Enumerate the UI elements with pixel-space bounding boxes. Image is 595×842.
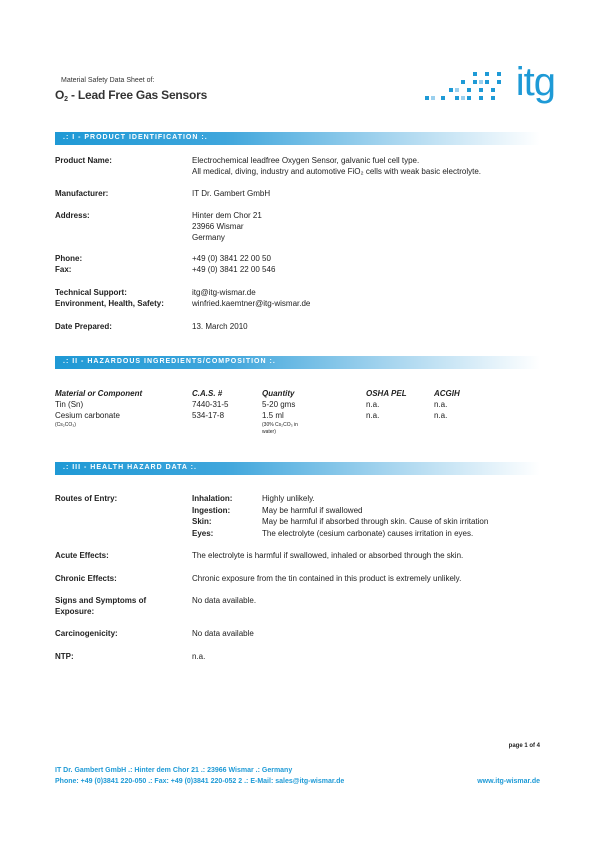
date-prepared-label: Date Prepared: bbox=[55, 322, 112, 331]
itg-logo bbox=[425, 60, 555, 106]
route-value: May be harmful if swallowed bbox=[262, 506, 363, 515]
address-line: Germany bbox=[192, 233, 225, 242]
address-line: Hinter dem Chor 21 bbox=[192, 211, 262, 220]
route-label: Inhalation: bbox=[192, 494, 233, 503]
quantity-note-line: (30% Cs₂CO₃ in bbox=[262, 422, 298, 428]
material-note: (Cs₂CO₃) bbox=[55, 422, 76, 428]
col-header-cas: C.A.S. # bbox=[192, 389, 223, 398]
title-rest: - Lead Free Gas Sensors bbox=[67, 88, 208, 102]
routes-of-entry-label: Routes of Entry: bbox=[55, 494, 118, 503]
ntp-label: NTP: bbox=[55, 652, 74, 661]
address-value bbox=[192, 211, 262, 244]
address-label: Address: bbox=[55, 211, 90, 220]
route-label: Eyes: bbox=[192, 529, 214, 538]
technical-support-label: Technical Support: bbox=[55, 288, 127, 297]
carcinogenicity-value: No data available bbox=[192, 629, 254, 638]
col-header-material: Material or Component bbox=[55, 389, 143, 398]
ehs-email[interactable]: winfried.kaemtner@itg-wismar.de bbox=[192, 299, 311, 308]
manufacturer-value: IT Dr. Gambert GmbH bbox=[192, 189, 271, 198]
quantity-note-line: water) bbox=[262, 429, 276, 435]
signs-label-line: Exposure: bbox=[55, 607, 95, 616]
product-name-value bbox=[192, 156, 481, 178]
manufacturer-label: Manufacturer: bbox=[55, 189, 109, 198]
phone-label: Phone: bbox=[55, 254, 83, 263]
section-header-product-identification bbox=[55, 132, 540, 145]
product-name-label: Product Name: bbox=[55, 156, 112, 165]
chronic-effects-label: Chronic Effects: bbox=[55, 574, 117, 583]
footer-address: IT Dr. Gambert GmbH .: Hinter dem Chor 21 .: 23966 Wismar .: Germany bbox=[55, 767, 293, 774]
route-label: Ingestion: bbox=[192, 506, 231, 515]
section-header-health-hazard bbox=[55, 462, 540, 475]
route-label: Skin: bbox=[192, 517, 212, 526]
section-title: .: II - HAZARDOUS INGREDIENTS/COMPOSITION :. bbox=[63, 358, 276, 365]
logo-wordmark: itg bbox=[515, 60, 555, 104]
technical-support-email[interactable]: itg@itg-wismar.de bbox=[192, 288, 256, 297]
ingredient-osha: n.a. bbox=[366, 411, 380, 420]
signs-label-line: Signs and Symptoms of bbox=[55, 596, 147, 605]
section-header-hazardous-ingredients bbox=[55, 356, 540, 369]
fax-value: +49 (0) 3841 22 00 546 bbox=[192, 265, 276, 274]
acute-effects-label: Acute Effects: bbox=[55, 551, 109, 560]
product-name-line: Electrochemical leadfree Oxygen Sensor, galvanic fuel cell type. bbox=[192, 156, 420, 165]
date-prepared-value: 13. March 2010 bbox=[192, 322, 248, 331]
ingredient-quantity: 1.5 ml bbox=[262, 411, 284, 420]
acute-effects-value: The electrolyte is harmful if swallowed, inhaled or absorbed through the skin. bbox=[192, 551, 464, 560]
fax-label: Fax: bbox=[55, 265, 72, 274]
chronic-effects-value: Chronic exposure from the tin contained in this product is extremely unlikely. bbox=[192, 574, 462, 583]
ntp-value: n.a. bbox=[192, 652, 206, 661]
title-o: O bbox=[55, 88, 65, 102]
ingredient-quantity: 5-20 gms bbox=[262, 400, 296, 409]
route-value: Highly unlikely. bbox=[262, 494, 315, 503]
address-line: 23966 Wismar bbox=[192, 222, 244, 231]
ingredient-material: Tin (Sn) bbox=[55, 400, 84, 409]
ingredient-osha: n.a. bbox=[366, 400, 380, 409]
section-title: .: I - PRODUCT IDENTIFICATION :. bbox=[63, 134, 208, 141]
ingredient-material: Cesium carbonate bbox=[55, 411, 120, 420]
carcinogenicity-label: Carcinogenicity: bbox=[55, 629, 118, 638]
ingredient-cas: 7440-31-5 bbox=[192, 400, 229, 409]
ehs-label: Environment, Health, Safety: bbox=[55, 299, 164, 308]
title-subscript: 2 bbox=[64, 96, 68, 103]
document-title bbox=[55, 88, 207, 103]
logo-dots-icon bbox=[425, 70, 505, 106]
page-number: page 1 of 4 bbox=[508, 743, 540, 749]
product-name-line: All medical, diving, industry and automotive FiO₂ cells with weak basic electrolyte. bbox=[192, 167, 482, 176]
ingredient-cas: 534-17-8 bbox=[192, 411, 225, 420]
ingredient-acgih: n.a. bbox=[434, 400, 448, 409]
footer-website-link[interactable]: www.itg-wismar.de bbox=[477, 778, 540, 785]
ingredient-acgih: n.a. bbox=[434, 411, 448, 420]
footer-contact: Phone: +49 (0)3841 220-050 .: Fax: +49 (0)3841 220-052 2 .: E-Mail: sales@itg-wismar.de bbox=[55, 778, 345, 785]
section-title: .: III - HEALTH HAZARD DATA :. bbox=[63, 464, 197, 471]
col-header-osha: OSHA PEL bbox=[366, 389, 407, 398]
phone-value: +49 (0) 3841 22 00 50 bbox=[192, 254, 271, 263]
signs-symptoms-label bbox=[55, 596, 146, 618]
col-header-quantity: Quantity bbox=[262, 389, 295, 398]
signs-symptoms-value: No data available. bbox=[192, 596, 257, 605]
route-value: May be harmful if absorbed through skin. Cause of skin irritation bbox=[262, 517, 489, 526]
route-value: The electrolyte (cesium carbonate) causes irritation in eyes. bbox=[262, 529, 474, 538]
document-subtitle: Material Safety Data Sheet of: bbox=[61, 77, 155, 84]
col-header-acgih: ACGIH bbox=[434, 389, 460, 398]
